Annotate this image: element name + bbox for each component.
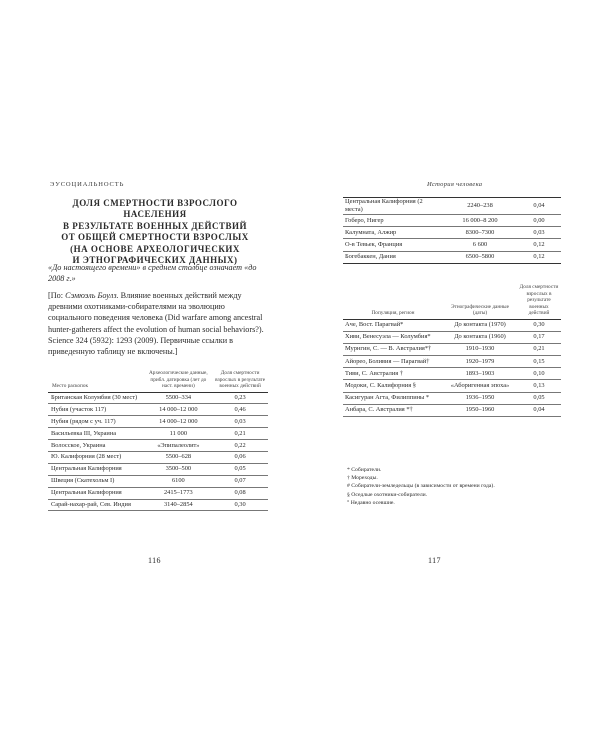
cell-place: Нубия (рядом с уч. 117) xyxy=(51,417,116,425)
cell-place: Гоберо, Нигер xyxy=(345,216,384,224)
footnotes xyxy=(347,466,567,507)
source-text: Влияние военных действий между древними охотниками-собирателями на эволюцию социального поведения человека (Did warfare among ancestral hunter-gatherers affect the evolution of human social behaviors?). Science 324 (5932): 1293 (2009). Первичные ссылки в приведенную таблицу не включены.] xyxy=(48,291,264,357)
footnote: § Оседлые охотники-собиратели. xyxy=(347,491,428,498)
cell-value: 0,30 xyxy=(533,321,545,329)
cell-dates: 14 000–12 000 xyxy=(159,417,198,425)
cell-value: 0,30 xyxy=(234,500,246,508)
cell-place: Центральная Калифорния xyxy=(51,489,122,497)
cell-dates: «Аборигенная эпоха» xyxy=(450,382,510,390)
table-row xyxy=(48,428,268,440)
running-head-right: История человека xyxy=(427,181,483,188)
cell-dates: 1950–1960 xyxy=(465,406,495,414)
cell-dates: 8300–7300 xyxy=(465,228,495,236)
column-header-dates: Археологические данные, прибл. датировка (лет до наст. времени) xyxy=(148,370,208,389)
cell-value: 0,12 xyxy=(533,253,545,261)
footnote: ° Недавно осевшие. xyxy=(347,499,395,506)
cell-dates: 1893–1903 xyxy=(465,369,495,377)
cell-place: Модоки, С. Калифорния § xyxy=(345,382,416,390)
table-row xyxy=(48,416,268,428)
column-header-place: Место раскопок xyxy=(52,383,89,389)
date-note: «До настоящего времени» в среднем столбце означает «до 2008 г.» xyxy=(48,263,257,284)
table-row xyxy=(48,487,268,499)
cell-place: О-в Тевьек, Франция xyxy=(345,240,403,248)
cell-dates: 1936–1950 xyxy=(465,394,495,402)
table-row xyxy=(48,404,268,416)
archaeological-table xyxy=(48,370,268,511)
cell-value: 0,07 xyxy=(234,477,246,485)
cell-value: 0,10 xyxy=(533,369,545,377)
cell-place: Касигуран Агта, Филиппины * xyxy=(345,394,430,402)
cell-value: 0,22 xyxy=(234,441,246,449)
cell-place: Хиви, Венесуэла — Колумбия* xyxy=(345,333,431,341)
cell-dates: 5500–334 xyxy=(165,393,192,401)
table-row xyxy=(343,404,561,416)
cell-dates: 1910–1930 xyxy=(465,345,495,353)
running-head-left: ЭУСОЦИАЛЬНОСТЬ xyxy=(50,181,125,188)
cell-place: Центральная Калифорния xyxy=(51,465,122,473)
table-title xyxy=(48,198,262,266)
footnote: # Собиратели-земледельцы (в зависимости от времени года). xyxy=(347,483,495,490)
cell-dates: 6500–5800 xyxy=(465,253,495,261)
table-row xyxy=(343,368,561,380)
cell-place: Волосское, Украина xyxy=(51,441,106,449)
cell-dates: 2415–1773 xyxy=(163,489,193,497)
title-line: (НА ОСНОВЕ АРХЕОЛОГИЧЕСКИХ xyxy=(70,243,240,254)
cell-place: Аче, Вост. Парагвай* xyxy=(345,321,404,329)
column-header-dates: Этнографические данные (даты) xyxy=(451,303,509,316)
cell-value: 0,00 xyxy=(533,216,545,224)
title-line: ОТ ОБЩЕЙ СМЕРТНОСТИ ВЗРОСЛЫХ xyxy=(61,232,249,243)
table-header-row xyxy=(343,284,561,319)
table-row xyxy=(48,451,268,463)
cell-value: 0,13 xyxy=(533,382,545,390)
source-author: Сэмюэль Боулз. xyxy=(65,291,119,300)
footnote: † Мореходы. xyxy=(347,475,378,482)
cell-dates: 14 000–12 000 xyxy=(159,405,198,413)
table-row xyxy=(343,215,561,227)
cell-dates: 11 000 xyxy=(169,429,188,437)
table-row xyxy=(48,440,268,452)
table-row xyxy=(343,251,561,263)
cell-value: 0,23 xyxy=(234,393,246,401)
table-row xyxy=(48,499,268,511)
title-line: ДОЛЯ СМЕРТНОСТИ ВЗРОСЛОГО НАСЕЛЕНИЯ xyxy=(72,198,238,220)
cell-dates: 5500–628 xyxy=(165,453,192,461)
table-row xyxy=(343,392,561,404)
cell-place: Тиви, С. Австралия † xyxy=(345,369,403,377)
cell-value: 0,12 xyxy=(533,240,545,248)
cell-place: Британская Колумбия (30 мест) xyxy=(51,393,138,401)
cell-dates: 3500–500 xyxy=(165,465,192,473)
cell-dates: 6 600 xyxy=(472,240,488,248)
cell-value: 0,03 xyxy=(234,417,246,425)
column-header-place: Популяция, регион xyxy=(371,310,415,316)
cell-dates: 16 000–8 200 xyxy=(462,216,498,224)
cell-place: Нубия (участок 117) xyxy=(51,405,107,413)
cell-dates: 6100 xyxy=(171,477,185,485)
ethnographic-table xyxy=(343,284,561,417)
table-row xyxy=(343,356,561,368)
table-row xyxy=(343,331,561,343)
cell-value: 0,08 xyxy=(234,489,246,497)
cell-dates: 2240–238 xyxy=(467,202,493,209)
cell-dates: «Эпипалеолит» xyxy=(157,441,200,449)
table-row xyxy=(343,239,561,251)
cell-dates: 1920–1979 xyxy=(465,357,495,365)
cell-place: Мурнгин, С. — В. Австралия*† xyxy=(345,345,432,353)
cell-dates: До контакта (1960) xyxy=(454,333,506,341)
page-number-right: 117 xyxy=(428,556,441,565)
cell-value: 0,04 xyxy=(533,406,545,414)
cell-place: Богебаккен, Дания xyxy=(345,253,396,261)
archaeological-table-continued xyxy=(343,197,561,264)
table-row xyxy=(48,475,268,487)
cell-place: Центральная Калифорния (2 места) xyxy=(345,198,423,213)
table-row xyxy=(343,380,561,392)
title-line: И ЭТНОГРАФИЧЕСКИХ ДАННЫХ) xyxy=(72,255,238,266)
table-row xyxy=(343,343,561,355)
cell-place: Васильевка III, Украина xyxy=(51,429,117,437)
cell-value: 0,03 xyxy=(533,228,545,236)
cell-place: Сарай-нахар-рай, Сев. Индия xyxy=(51,500,131,508)
cell-value: 0,05 xyxy=(234,465,246,473)
cell-value: 0,46 xyxy=(234,405,246,413)
table-row xyxy=(343,319,561,331)
cell-place: Айорео, Боливия — Парагвай† xyxy=(345,357,430,365)
cell-value: 0,15 xyxy=(533,357,545,365)
source-prefix: [По: xyxy=(48,291,66,300)
cell-dates: До контакта (1970) xyxy=(454,321,506,329)
title-line: В РЕЗУЛЬТАТЕ ВОЕННЫХ ДЕЙСТВИЙ xyxy=(62,220,248,231)
source-citation xyxy=(48,290,268,357)
cell-value: 0,04 xyxy=(533,202,545,209)
cell-value: 0,21 xyxy=(234,429,246,437)
cell-place: Швеция (Скатехольм I) xyxy=(51,477,115,485)
table-row xyxy=(343,198,561,215)
cell-value: 0,21 xyxy=(533,345,545,353)
table-row xyxy=(48,392,268,404)
table-header-row xyxy=(48,370,268,392)
column-header-value: Доля смертности взрослых в результате военных действий xyxy=(215,370,266,389)
cell-place: Калумната, Алжир xyxy=(345,228,397,236)
footnote: * Собиратели. xyxy=(347,467,382,473)
cell-value: 0,06 xyxy=(234,453,246,461)
cell-place: Ю. Калифорния (28 мест) xyxy=(51,453,122,461)
cell-value: 0,05 xyxy=(533,394,545,402)
cell-place: Анбара, С. Австралия *† xyxy=(345,406,413,414)
page-number-left: 116 xyxy=(148,556,161,565)
cell-dates: 3140–2854 xyxy=(163,500,193,508)
table-row xyxy=(343,227,561,239)
right-page xyxy=(300,0,600,750)
column-header-value: Доля смертности взрослых в результате военных действий xyxy=(519,284,559,316)
cell-value: 0,17 xyxy=(533,333,545,341)
table-row xyxy=(48,463,268,475)
